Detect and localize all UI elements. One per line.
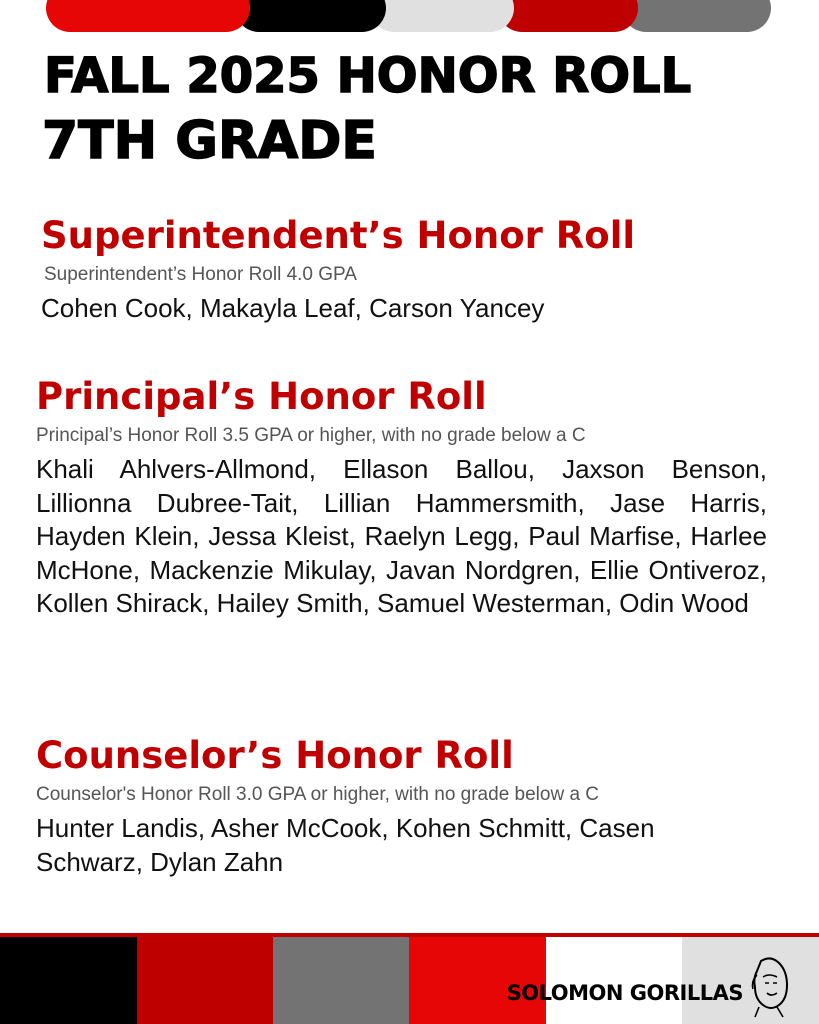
grade-title: 7TH GRADE bbox=[42, 111, 377, 171]
section-heading: Counselor’s Honor Roll bbox=[36, 734, 514, 777]
gorilla-icon bbox=[747, 955, 791, 1021]
section-counselor bbox=[0, 734, 819, 879]
bar-segment-gray bbox=[622, 0, 771, 32]
section-heading: Principal’s Honor Roll bbox=[36, 375, 487, 418]
section-names: Hunter Landis, Asher McCook, Kohen Schmitt, Casen Schwarz, Dylan Zahn bbox=[36, 813, 655, 877]
top-color-bar bbox=[46, 0, 771, 32]
footer-color-band bbox=[0, 933, 819, 1024]
section-subtitle: Principal’s Honor Roll 3.5 GPA or higher, with no grade below a C bbox=[36, 425, 586, 447]
footer-block-black bbox=[0, 937, 137, 1024]
bar-segment-dark-red bbox=[498, 0, 638, 32]
page-title: FALL 2025 HONOR ROLL bbox=[44, 48, 692, 104]
section-names: Khali Ahlvers-Allmond, Ellason Ballou, Jaxson Benson, Lillionna Dubree-Tait, Lillian Hammersmith, Jase Harris, Hayden Klein, Jessa Kleist, Raelyn Legg, Paul Marfise, Harlee McHone, Mackenzie Mikulay, Javan Nordgren, Ellie Ontiveroz, Kollen Shirack, Hailey Smith, Samuel Westerman, Odin Wood bbox=[36, 454, 767, 619]
bar-segment-red bbox=[46, 0, 250, 32]
footer-block-dark-red bbox=[137, 937, 274, 1024]
section-subtitle: Superintendent’s Honor Roll 4.0 GPA bbox=[44, 264, 357, 286]
logo-text: SOLOMON GORILLAS bbox=[506, 981, 743, 1005]
bar-segment-black bbox=[235, 0, 386, 32]
section-names: Cohen Cook, Makayla Leaf, Carson Yancey bbox=[41, 293, 545, 324]
section-heading: Superintendent’s Honor Roll bbox=[41, 214, 636, 257]
footer-block-gray bbox=[273, 937, 410, 1024]
section-subtitle: Counselor's Honor Roll 3.0 GPA or higher, with no grade below a C bbox=[36, 784, 600, 806]
section-superintendent bbox=[0, 214, 819, 326]
section-principal bbox=[0, 375, 819, 621]
school-logo bbox=[507, 965, 791, 1021]
bar-segment-light-gray bbox=[370, 0, 514, 32]
